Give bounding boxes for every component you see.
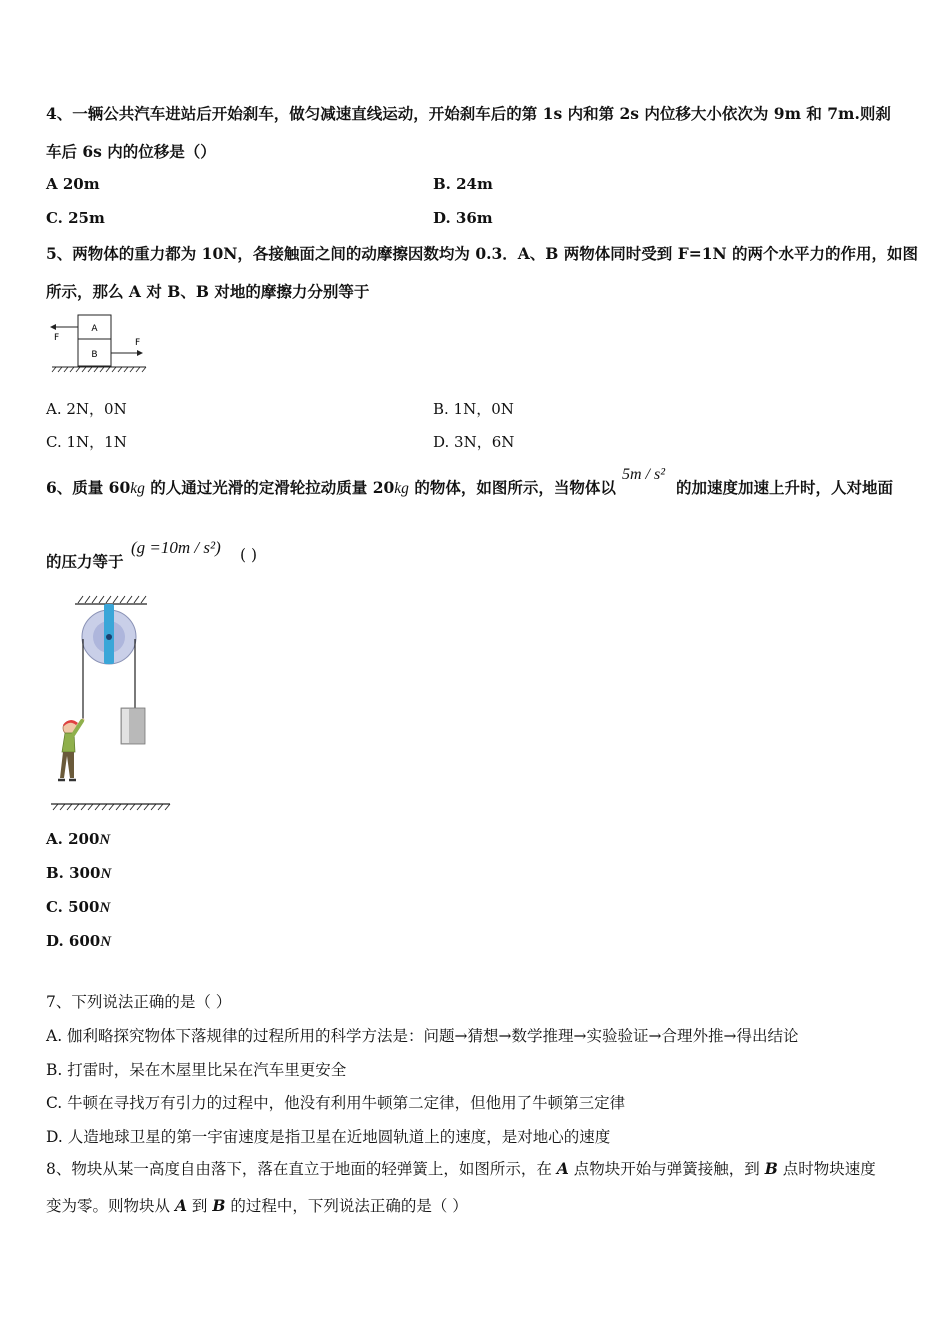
force-right-label: F [135,338,141,348]
q6-pulley-figure [48,592,174,812]
ground-hatching [52,367,146,372]
q4-option-d: D. 36m [433,209,493,227]
q4-option-a: A 20m [46,175,100,193]
q5-block-figure [48,312,150,374]
q6-option-b: B. 300N [46,864,112,882]
q8-stem-line1: 8、物块从某一高度自由落下，落在直立于地面的轻弹簧上，如图所示，在 A 点物块开始与弹簧接触，到 B 点时物块速度 [46,1159,876,1178]
unit-kg: kg [130,480,145,497]
q6-stem-line1: 6、质量 60kg 的人通过光滑的定滑轮拉动质量 20kg 的物体，如图所示，当物体以 [46,478,616,497]
q6-stem-line1-end: 的加速度加速上升时，人对地面 [676,478,894,497]
q6-option-d: D. 600N [46,932,112,950]
q5-option-b: B. 1N，0N [433,400,514,418]
q6-option-a: A. 200N [46,830,111,848]
q5-option-a: A. 2N，0N [46,400,127,418]
force-right-arrowhead [137,350,143,356]
q6-option-c: C. 500N [46,898,111,916]
block-a-label: A [91,324,98,334]
q4-stem-line1: 4、一辆公共汽车进站后开始刹车，做匀减速直线运动，开始刹车后的第 1s 内和第 2s 内位移大小依次为 9m 和 7m.则刹 [46,104,891,123]
weight-highlight [122,709,129,743]
q4-option-c: C. 25m [46,209,105,227]
q7-option-d: D. 人造地球卫星的第一宇宙速度是指卫星在近地圆轨道上的速度，是对地心的速度 [46,1128,611,1146]
q4-option-b: B. 24m [433,175,493,193]
unit-kg: kg [394,480,409,497]
person-icon [58,720,83,780]
q6-stem-line2: 的压力等于 [46,552,124,571]
q7-stem: 7、下列说法正确的是（ ） [46,993,232,1011]
point-b: B [212,1196,226,1215]
floor-hatching [53,804,170,810]
q7-option-a: A. 伽利略探究物体下落规律的过程所用的科学方法是：问题→猜想→数学推理→实验验证→合理外推→得出结论 [46,1027,799,1045]
q6-answer-blank: ( ) [240,546,258,564]
q5-stem-line1: 5、两物体的重力都为 10N，各接触面之间的动摩擦因数均为 0.3．A、B 两物体同时受到 F=1N 的两个水平力的作用，如图 [46,244,919,263]
gravity-formula: (g =10m / s²) [131,538,221,557]
q7-option-b: B. 打雷时，呆在木屋里比呆在汽车里更安全 [46,1061,347,1079]
q5-option-c: C. 1N，1N [46,433,127,451]
point-a: A [174,1196,187,1215]
q4-stem-line2: 车后 6s 内的位移是（） [46,142,216,161]
point-a: A [556,1159,569,1178]
point-b: B [764,1159,778,1178]
force-left-arrowhead [50,324,56,330]
acceleration-formula: 5m / s² [622,466,666,483]
ceiling-hatching [78,596,146,603]
block-b-label: B [91,350,98,360]
pulley-axle [106,634,112,640]
q7-option-c: C. 牛顿在寻找万有引力的过程中，他没有利用牛顿第二定律，但他用了牛顿第三定律 [46,1094,626,1112]
force-left-label: F [54,333,60,343]
q5-option-d: D. 3N，6N [433,433,515,451]
q5-stem-line2: 所示，那么 A 对 B、B 对地的摩擦力分别等于 [46,282,370,301]
q8-stem-line2: 变为零。则物块从 A 到 B 的过程中，下列说法正确的是（ ） [46,1196,468,1215]
